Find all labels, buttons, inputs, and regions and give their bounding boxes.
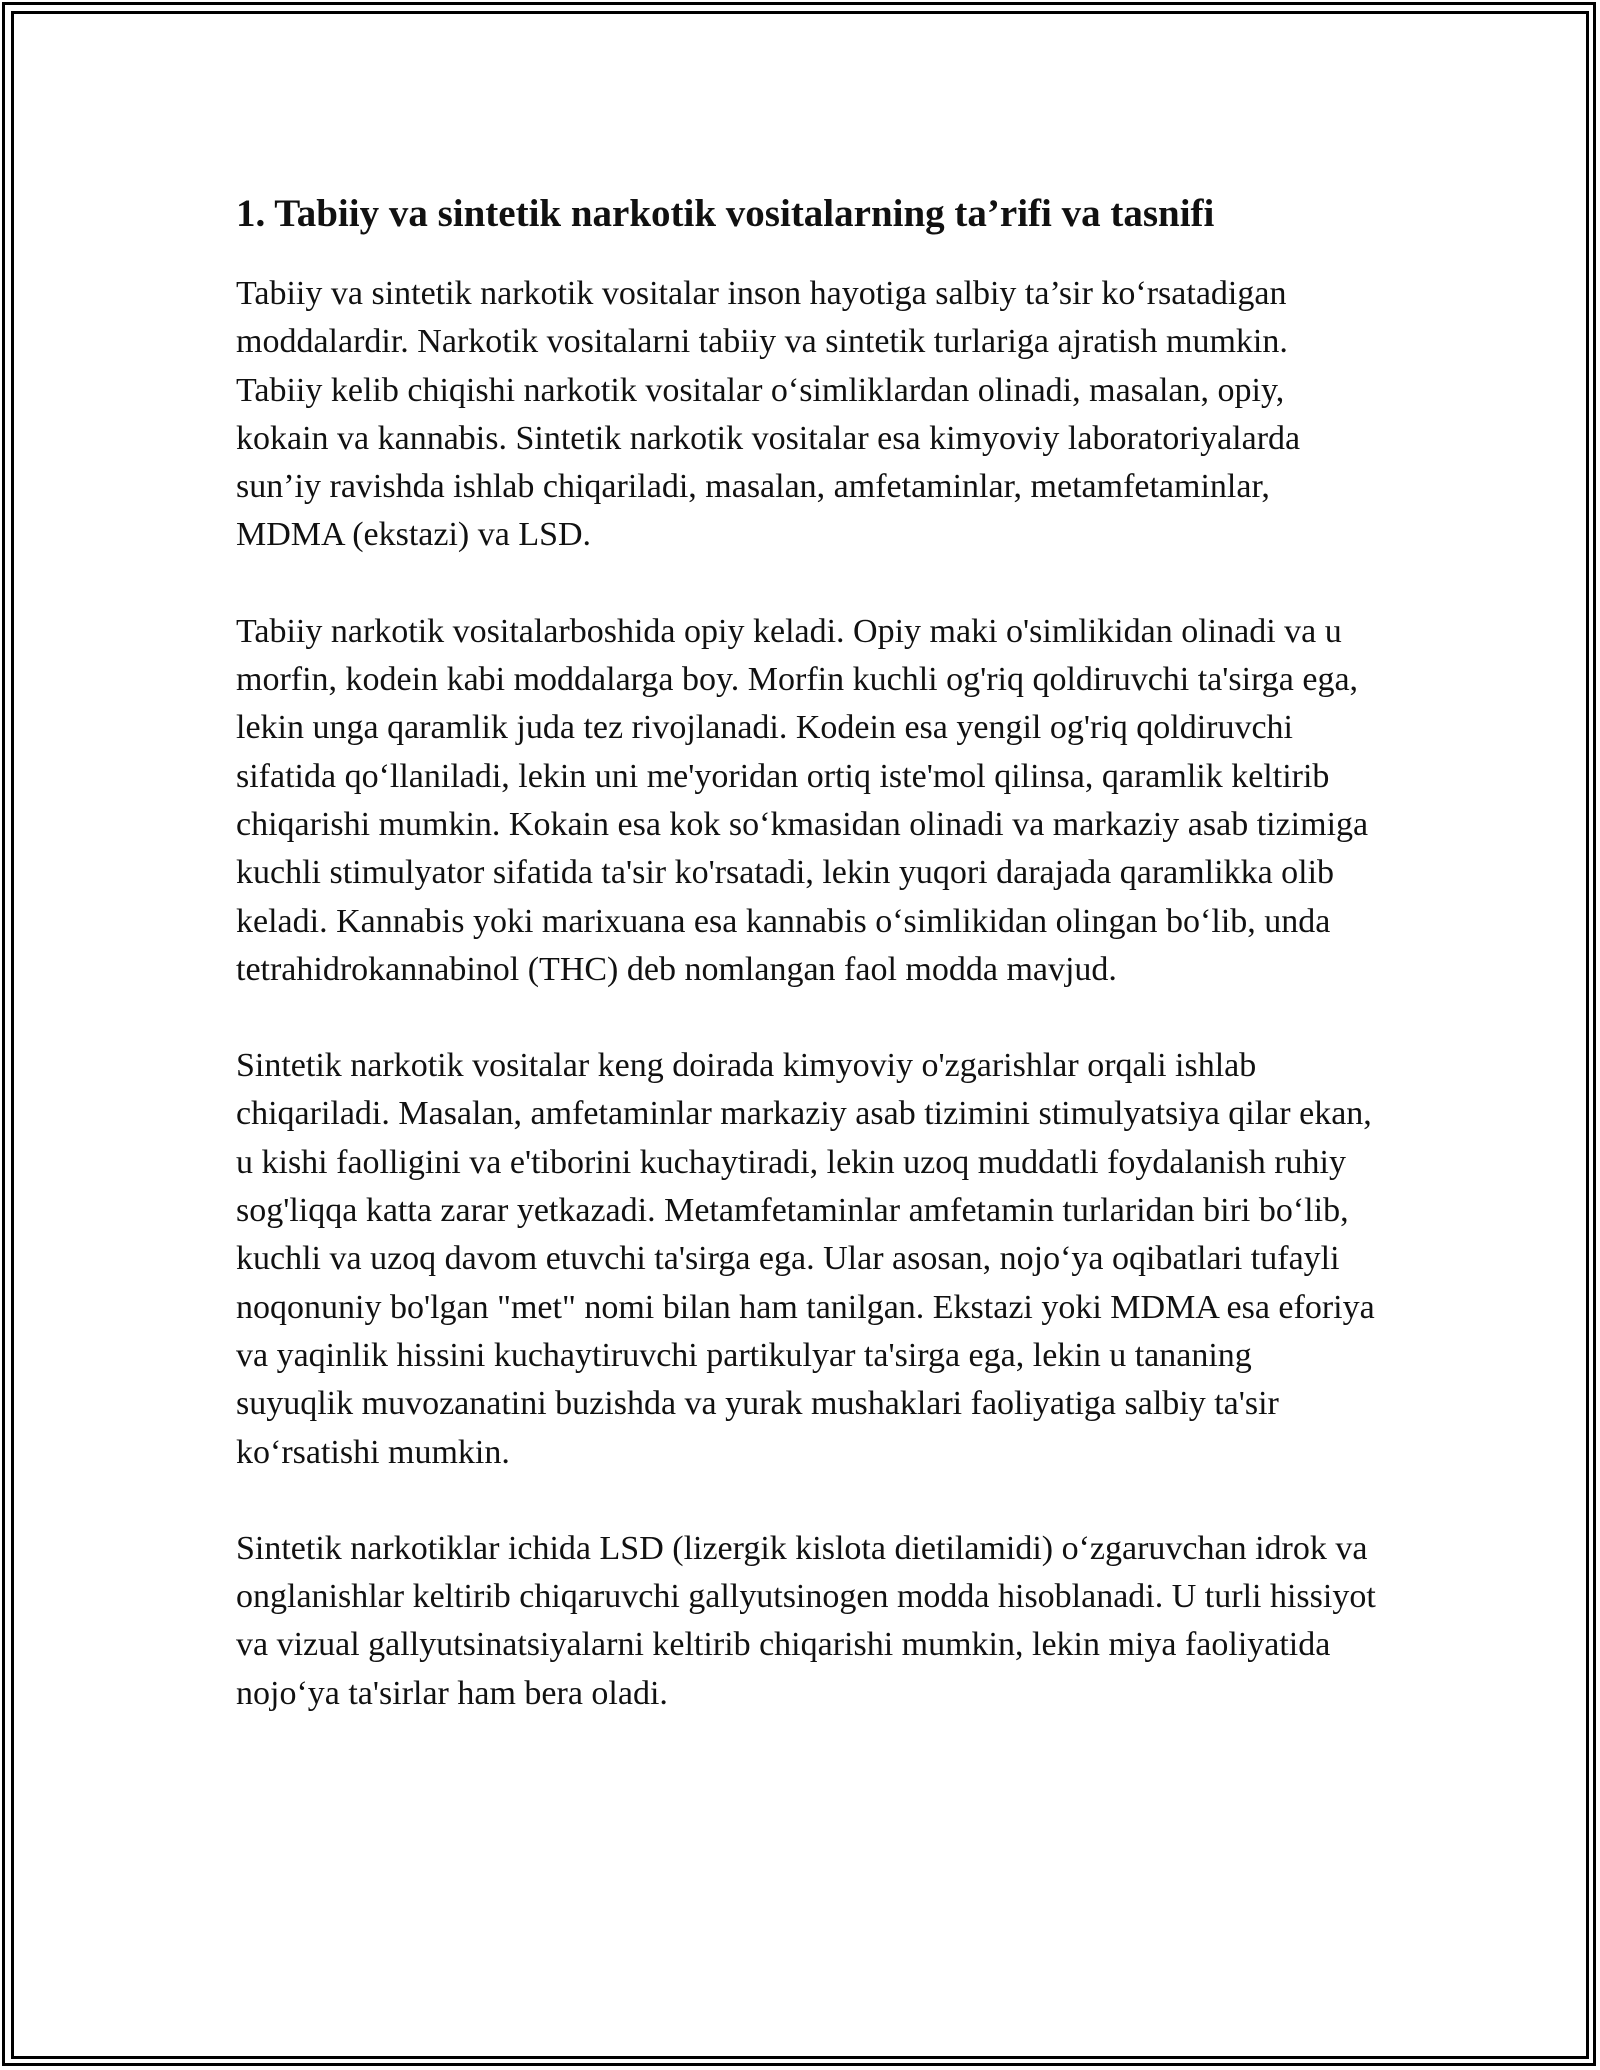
document-body: [236, 186, 1376, 1718]
section-heading: 1. Tabiiy va sintetik narkotik vositalarning ta’rifi va tasnifi: [236, 192, 1215, 235]
paragraph-lsd: Sintetik narkotiklar ichida LSD (lizergik kislota dietilamidi) o‘zgaruvchan idrok va onglanishlar keltirib chiqaruvchi gallyutsinogen modda hisoblanadi. U turli hissiyot va vizual gallyutsinatsiyalarni keltirib chiqarishi mumkin, lekin miya faoliyatida nojo‘ya ta'sirlar ham bera oladi.: [236, 1529, 1376, 1712]
paragraph-natural-narcotics: Tabiiy narkotik vositalarboshida opiy keladi. Opiy maki o'simlikidan olinadi va u morfin, kodein kabi moddalarga boy. Morfin kuchli og'riq qoldiruvchi ta'sirga ega, lekin unga qaramlik juda tez rivojlanadi. Kodein esa yengil og'riq qoldiruvchi sifatida qo‘llaniladi, lekin uni me'yoridan ortiq iste'mol qilinsa, qaramlik keltirib chiqarishi mumkin. Kokain esa kok so‘kmasidan olinadi va markaziy asab tizimiga kuchli stimulyator sifatida ta'sir ko'rsatadi, lekin yuqori darajada qaramlikka olib keladi. Kannabis yoki marixuana esa kannabis o‘simlikidan olingan bo‘lib, unda tetrahidrokannabinol (THC) deb nomlangan faol modda mavjud.: [236, 612, 1369, 988]
paragraph-definition: Tabiiy va sintetik narkotik vositalar inson hayotiga salbiy ta’sir ko‘rsatadigan moddalardir. Narkotik vositalarni tabiiy va sintetik turlariga ajratish mumkin. Tabiiy kelib chiqishi narkotik vositalar o‘simliklardan olinadi, masalan, opiy, kokain va kannabis. Sintetik narkotik vositalar esa kimyoviy laboratoriyalarda sun’iy ravishda ishlab chiqariladi, masalan, amfetaminlar, metamfetaminlar, MDMA (ekstazi) va LSD.: [236, 275, 1301, 554]
paragraph-synthetic-narcotics: Sintetik narkotik vositalar keng doirada kimyoviy o'zgarishlar orqali ishlab chiqariladi. Masalan, amfetaminlar markaziy asab tizimini stimulyatsiya qilar ekan, u kishi faolligini va e'tiborini kuchaytiradi, lekin uzoq muddatli foydalanish ruhiy sog'liqqa katta zarar yetkazadi. Metamfetaminlar amfetamin turlaridan biri bo‘lib, kuchli va uzoq davom etuvchi ta'sirga ega. Ular asosan, nojo‘ya oqibatlari tufayli noqonuniy bo'lgan "met" nomi bilan ham tanilgan. Ekstazi yoki MDMA esa eforiya va yaqinlik hissini kuchaytiruvchi partikulyar ta'sirga ega, lekin u tananing suyuqlik muvozanatini buzishda va yurak mushaklari faoliyatiga salbiy ta'sir ko‘rsatishi mumkin.: [236, 1047, 1375, 1471]
